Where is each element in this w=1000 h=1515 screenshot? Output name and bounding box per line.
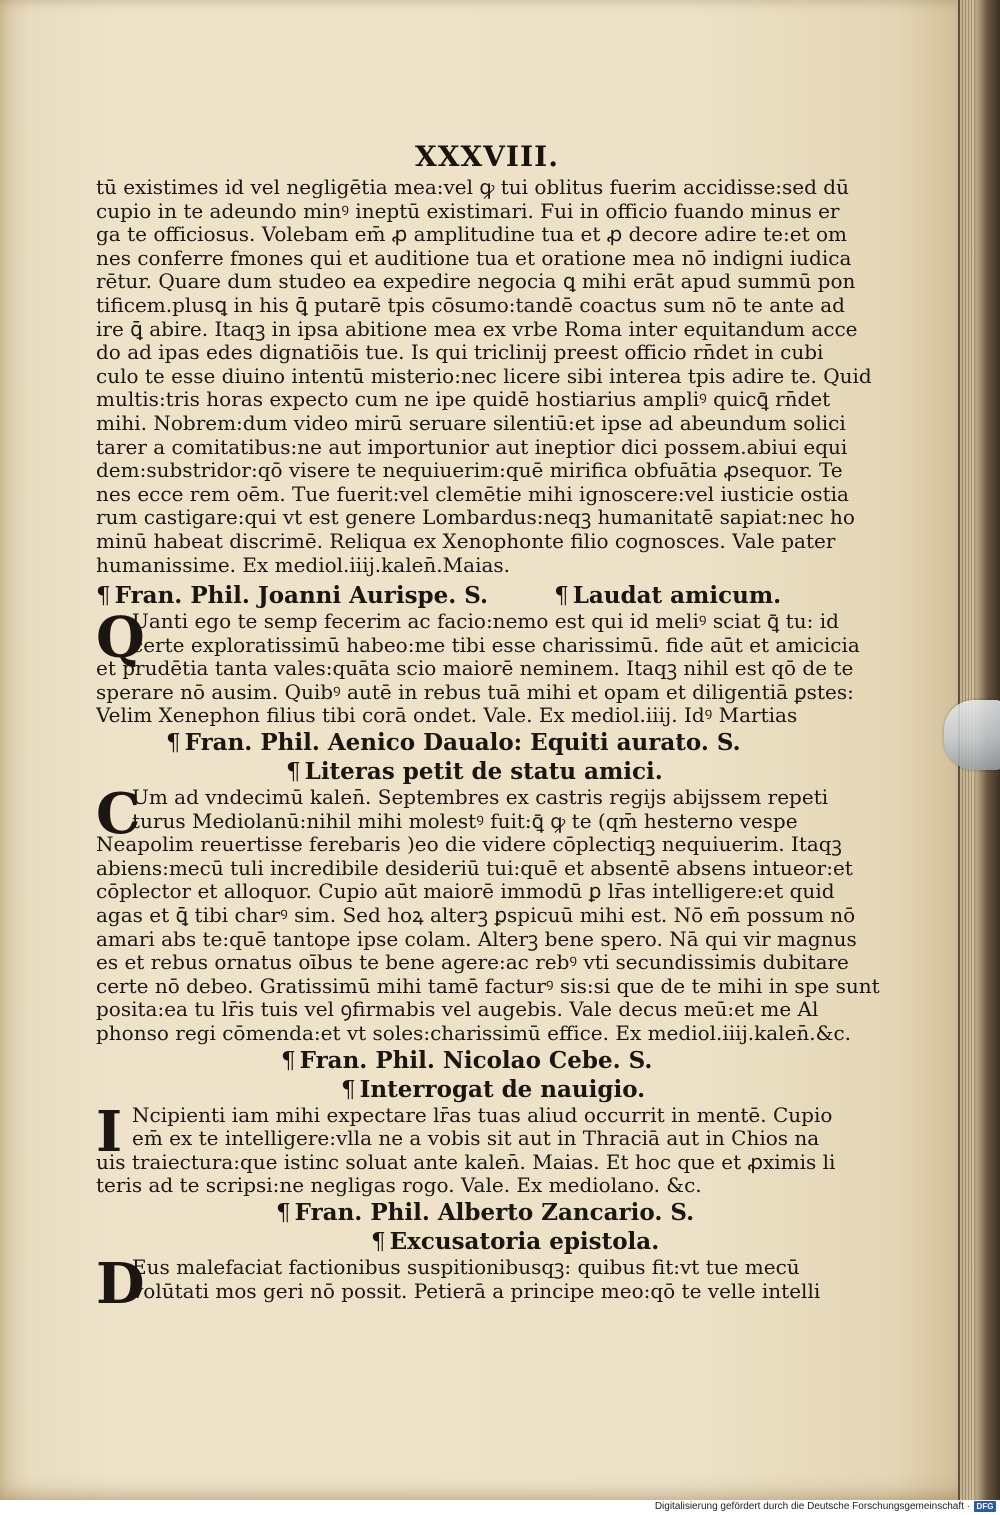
letter-subject: Interrogat de nauigio.: [359, 1075, 646, 1103]
digitization-credit: Digitalisierung gefördert durch die Deutsche Forschungsgemeinschaft ·: [654, 1501, 970, 1512]
pilcrow-mark: ¶: [276, 1199, 291, 1226]
letter-subject: Literas petit de statu amici.: [304, 758, 663, 786]
text-block: [96, 176, 944, 1317]
text-line: teris ad te scripsi:ne negligas rogo. Vale. Ex mediolano. &c.: [96, 1174, 702, 1198]
text-line: sperare nō ausim. Quibꝰ autē in rebus tuā mihi et opam et diligentiā ꝑstes:: [96, 680, 854, 704]
letter-addressee: Fran. Phil. Alberto Zancario. S.: [294, 1198, 695, 1226]
text-line: rētur. Quare dum studeo ea expedire negocia ꝗ mihi erāt apud summū pon: [96, 270, 856, 294]
text-line: Ncipienti iam mihi expectare lr̄as tuas aliud occurrit in mentē. Cupio: [132, 1103, 833, 1127]
text-line: phonso regi cōmenda:et vt soles:charissimū effice. Ex mediol.iiij.kalen̄.&c.: [96, 1022, 852, 1045]
pilcrow-mark: ¶: [554, 583, 569, 610]
text-line: Um ad vndecimū kalen̄. Septembres ex castris regijs abijssem repeti: [132, 786, 829, 810]
letter-subject: Laudat amicum.: [572, 582, 782, 610]
text-line: uis traiectura:que istinc soluat ante kalen̄. Maias. Et hoc que et ꝓximis li: [96, 1150, 836, 1174]
text-line: culo te esse diuino intentū misterio:nec licere sibi interea tpis adire te. Quid: [96, 364, 872, 388]
text-line: et prudētia tanta vales:quāta scio maiorē neminem. Itaqꝫ nihil est qō de te: [96, 657, 854, 681]
text-line: Eus malefaciat factionibus suspitionibusqꝫ: quibus fit:vt tue mecū: [132, 1255, 800, 1279]
letter-body: [96, 781, 944, 1046]
letter-body: [96, 1250, 944, 1317]
text-line: abiens:mecū tuli incredibile desideriū tui:quē et absentē absens intueor:et: [96, 856, 853, 880]
letter-heading: [96, 1227, 944, 1256]
initial-letter: C: [96, 781, 141, 848]
letter-heading: [96, 728, 944, 757]
text-line: humanissime. Ex mediol.iiij.kalen̄.Maias.: [96, 553, 511, 577]
letter-subject: Excusatoria epistola.: [389, 1227, 660, 1255]
text-line: posita:ea tu lr̄is tuis vel ꝯfirmabis vel augebis. Vale decus meū:et me Al: [96, 998, 819, 1022]
text-line: do ad ipas edes dignatiōis tue. Is qui triclinij preest officio rn̄det in cubi: [96, 341, 824, 365]
letter-addressee: Fran. Phil. Aenico Daualo: Equiti aurato. S.: [184, 729, 741, 757]
text-line: minū habeat discrimē. Reliqua ex Xenophonte filio cognosces. Vale pater: [96, 529, 836, 553]
initial-letter: I: [96, 1098, 123, 1165]
letter-lines: [96, 781, 944, 1046]
text-line: dem:substridor:qō visere te nequiuerim:quē mirifica obfuātia ꝓsequor. Te: [96, 459, 843, 483]
letter-lines: [96, 1256, 944, 1303]
pilcrow-mark: ¶: [281, 1047, 296, 1074]
text-line: volūtati mos geri nō possit. Petierā a principe meo:qō te velle intelli: [132, 1279, 821, 1303]
pilcrow-mark: ¶: [341, 1076, 356, 1103]
letter-heading: [96, 1046, 944, 1075]
clip-clasp: [944, 700, 1000, 770]
letter-heading: [96, 1075, 944, 1104]
text-line: ire ꝗ̄ abire. Itaqꝫ in ipsa abitione mea ex vrbe Roma inter equitandum acce: [96, 317, 858, 341]
text-line: Neapolim reuertisse ferebaris )eo die videre cōplectiqꝫ nequiuerim. Itaqꝫ: [96, 833, 842, 857]
text-line: Velim Xenephon filius tibi corā ondet. Vale. Ex mediol.iiij. Idꝰ Martias: [96, 704, 798, 728]
text-line: amari abs te:quē tantope ipse colam. Alterꝫ bene spero. Nā qui vir magnus: [96, 927, 857, 951]
intro-letter-text: [96, 176, 944, 577]
letter-lines: [96, 1098, 944, 1198]
text-line: es et rebus ornatus oībus te bene agere:ac rebꝰ vti secundissimis dubitare: [96, 951, 849, 975]
text-line: em̄ ex te intelligere:vlla ne a vobis sit aut in Thraciā aut in Chios na: [132, 1127, 820, 1151]
letter-heading: [96, 1198, 944, 1227]
letter-addressee: Fran. Phil. Nicolao Cebe. S.: [299, 1046, 653, 1074]
text-line: cōplector et alloquor. Cupio aūt maiorē immodū ꝑ lr̄as intelligere:et quid: [96, 880, 835, 904]
text-line: certe nō debeo. Gratissimū mihi tamē facturꝰ sis:si que de te mihi in spe sunt: [96, 974, 880, 998]
pilcrow-mark: ¶: [96, 583, 111, 610]
text-line: turus Mediolanū:nihil mihi molestꝰ fuit:ꝗ̄ ꝙ te (qm̄ hesterno vespe: [132, 809, 798, 833]
text-line: tū existimes id vel negligētia mea:vel ꝙ tui oblitus fuerim accidisse:sed dū: [96, 176, 849, 199]
letter-body: [96, 605, 944, 728]
text-line: multis:tris horas expecto cum ne ipe quidē hostiarius ampliꝰ quicꝗ̄ rn̄det: [96, 388, 831, 412]
text-line: cupio in te adeundo minꝰ ineptū existimari. Fui in officio fuando minus er: [96, 199, 840, 223]
initial-letter: D: [96, 1250, 145, 1317]
pilcrow-mark: ¶: [166, 730, 181, 757]
text-line: rum castigare:qui vt est genere Lombardus:neqꝫ humanitatē sapiat:nec ho: [96, 506, 855, 530]
letter-heading: [96, 581, 944, 610]
text-line: mihi. Nobrem:dum video mirū seruare silentiū:et ipse ad abeundum solici: [96, 411, 846, 435]
text-line: nes ecce rem oēm. Tue fuerit:vel clemētie mihi ignoscere:vel iusticie ostia: [96, 482, 849, 506]
dfg-logo-icon: DFG: [974, 1501, 996, 1512]
pilcrow-mark: ¶: [286, 759, 301, 786]
letter-addressee: Fran. Phil. Joanni Aurispe. S.: [114, 582, 489, 610]
text-line: Uanti ego te semp fecerim ac facio:nemo est qui id meliꝰ sciat ꝗ̄ tu: id: [132, 610, 839, 634]
letter-lines: [96, 605, 944, 728]
text-line: agas et ꝗ̄ tibi charꝰ sim. Sed hoꝝ alterꝫ ꝑspicuū mihi est. Nō em̄ possum nō: [96, 904, 856, 928]
letter-heading: [96, 757, 944, 786]
letter-body: [96, 1098, 944, 1198]
text-line: tificem.plusꝗ in his ꝗ̄ putarē tpis cōsumo:tandē coactus sum nō te ante ad: [96, 293, 845, 317]
pilcrow-mark: ¶: [371, 1228, 386, 1255]
text-line: tarer a comitatibus:ne aut importunior aut ineptior dici possem.abiui equi: [96, 435, 848, 459]
initial-letter: Q: [96, 605, 145, 672]
text-line: certe exploratissimū habeo:me tibi esse charissimū. fide aūt et amicicia: [132, 633, 860, 657]
text-line: ga te officiosus. Volebam em̄ ꝓ amplitudine tua et ꝓ decore adire te:et om: [96, 223, 847, 247]
folio-number: XXXVIII.: [415, 140, 559, 173]
text-line: nes conferre fmones qui et auditione tua et oratione mea nō indigni iudica: [96, 246, 852, 270]
